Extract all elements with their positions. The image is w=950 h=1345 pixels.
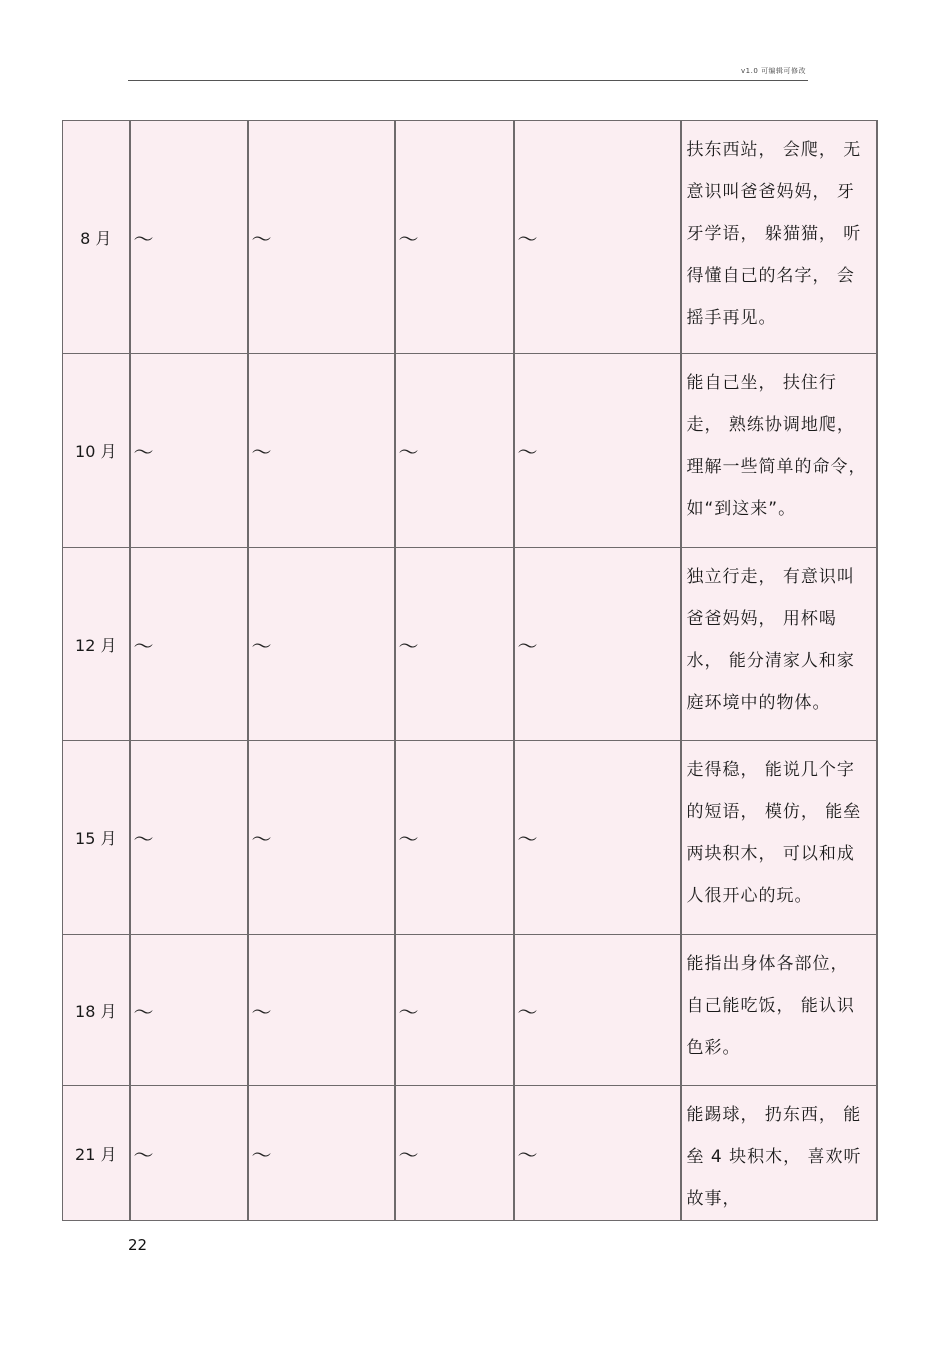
range-cell: ～ [514, 548, 681, 741]
range-cell: ～ [248, 935, 395, 1086]
range-cell: ～ [248, 354, 395, 548]
age-cell: 21 月 [63, 1086, 130, 1221]
development-milestones-table [62, 120, 878, 1221]
table-row [63, 741, 877, 935]
description-cell: 能自己坐， 扶住行走， 熟练协调地爬， 理解一些简单的命令， 如“到这来”。 [681, 354, 877, 548]
description-cell: 能踢球， 扔东西， 能垒 4 块积木， 喜欢听故事， [681, 1086, 877, 1221]
description-cell: 扶东西站， 会爬， 无意识叫爸爸妈妈， 牙牙学语， 躲猫猫， 听得懂自己的名字， 会摇手再见。 [681, 121, 877, 354]
range-cell: ～ [514, 741, 681, 935]
range-cell: ～ [130, 1086, 248, 1221]
page-number: 22 [128, 1236, 148, 1254]
range-cell: ～ [395, 354, 514, 548]
age-cell: 18 月 [63, 935, 130, 1086]
range-cell: ～ [514, 935, 681, 1086]
range-cell: ～ [248, 1086, 395, 1221]
description-cell: 能指出身体各部位， 自己能吃饭， 能认识色彩。 [681, 935, 877, 1086]
range-cell: ～ [514, 121, 681, 354]
table-row [63, 548, 877, 741]
range-cell: ～ [248, 741, 395, 935]
header-rule [128, 80, 808, 81]
table-row [63, 935, 877, 1086]
table-row [63, 354, 877, 548]
range-cell: ～ [248, 548, 395, 741]
range-cell: ～ [514, 1086, 681, 1221]
range-cell: ～ [514, 354, 681, 548]
age-cell: 10 月 [63, 354, 130, 548]
description-cell: 走得稳， 能说几个字的短语， 模仿， 能垒两块积木， 可以和成人很开心的玩。 [681, 741, 877, 935]
range-cell: ～ [248, 121, 395, 354]
age-cell: 8 月 [63, 121, 130, 354]
table-row [63, 121, 877, 354]
range-cell: ～ [130, 935, 248, 1086]
header-version-note: v1.0 可编辑可修改 [741, 67, 806, 75]
range-cell: ～ [130, 121, 248, 354]
range-cell: ～ [130, 548, 248, 741]
age-cell: 15 月 [63, 741, 130, 935]
range-cell: ～ [130, 354, 248, 548]
range-cell: ～ [395, 121, 514, 354]
range-cell: ～ [395, 548, 514, 741]
range-cell: ～ [395, 741, 514, 935]
range-cell: ～ [130, 741, 248, 935]
range-cell: ～ [395, 935, 514, 1086]
range-cell: ～ [395, 1086, 514, 1221]
table-row [63, 1086, 877, 1221]
description-cell: 独立行走， 有意识叫爸爸妈妈， 用杯喝水， 能分清家人和家庭环境中的物体。 [681, 548, 877, 741]
age-cell: 12 月 [63, 548, 130, 741]
